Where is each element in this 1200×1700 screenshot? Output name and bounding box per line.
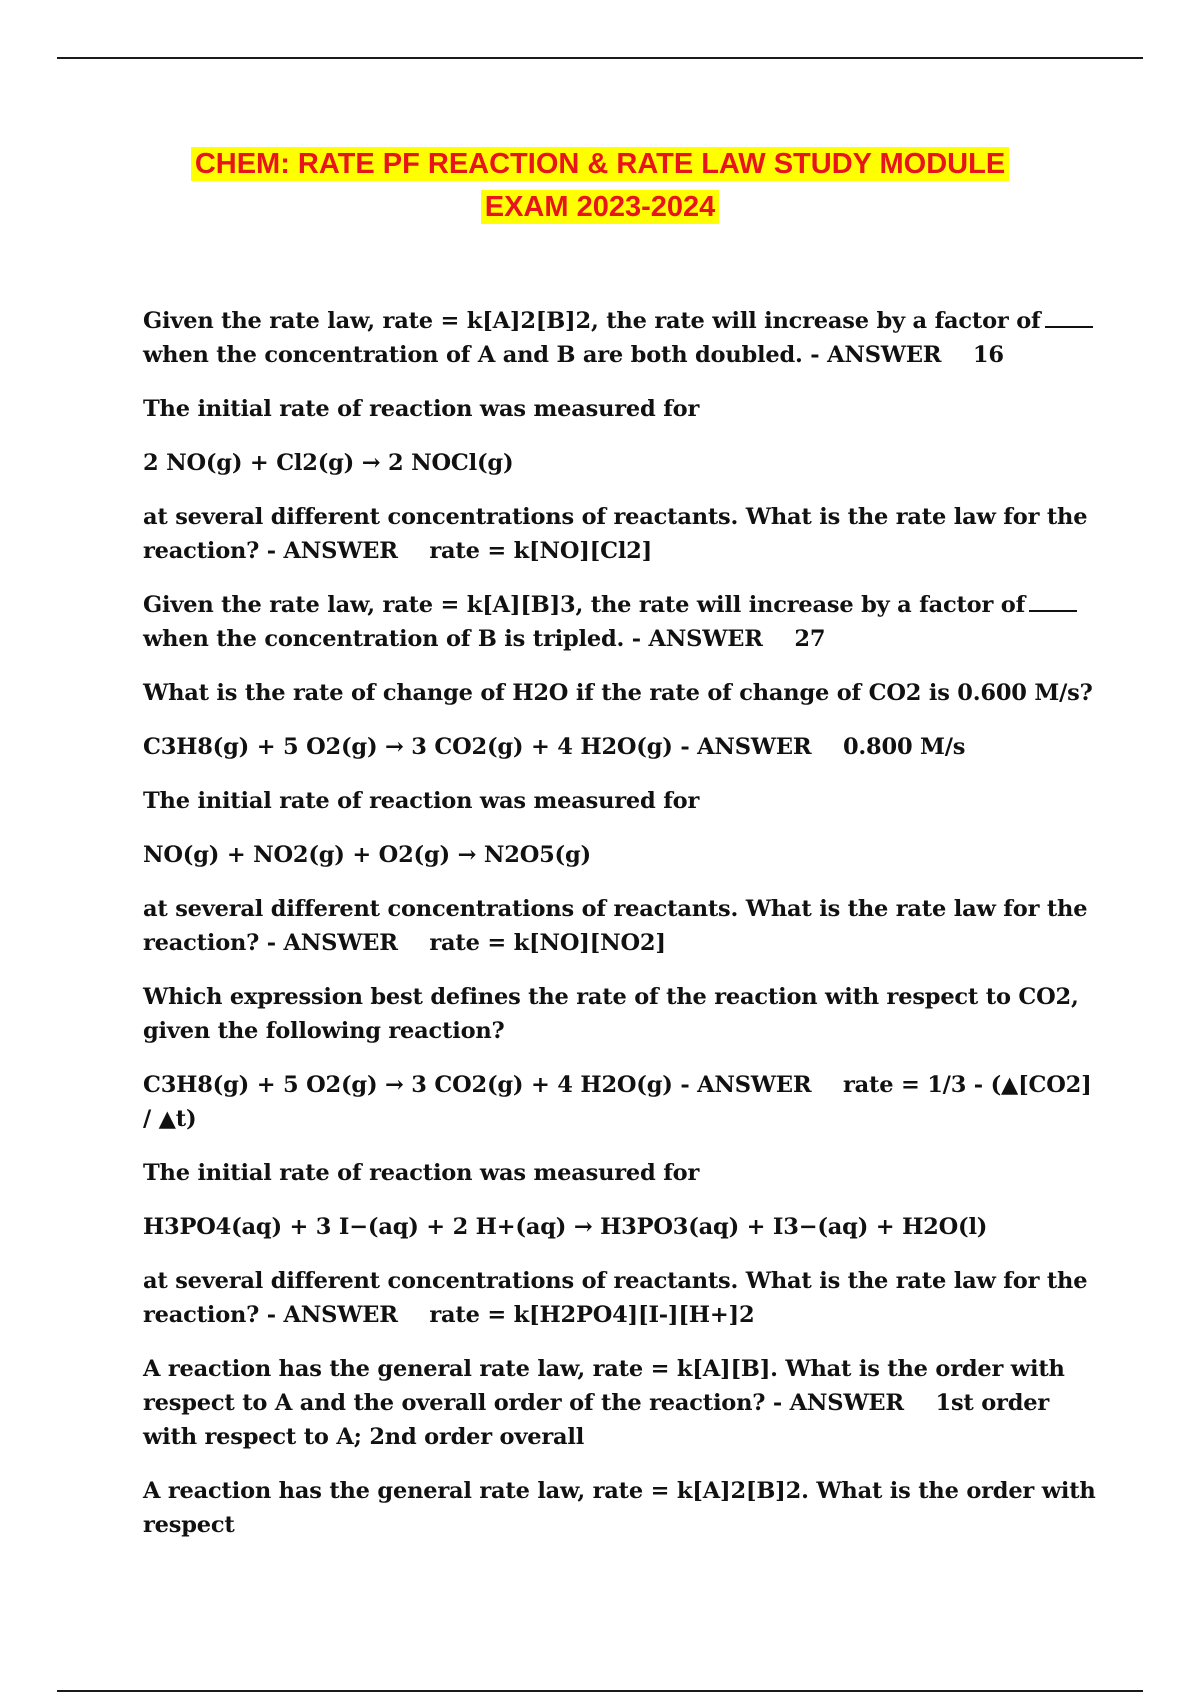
qa-item-5-intro: The initial rate of reaction was measured for	[143, 788, 700, 814]
equation-text: C3H8(g) + 5 O2(g) → 3 CO2(g) + 4 H2O(g) - ANSWER	[143, 734, 812, 760]
qa-item-5	[143, 892, 1103, 960]
qa-item-2-intro: The initial rate of reaction was measured for	[143, 396, 700, 422]
title-line-1: CHEM: RATE PF REACTION & RATE LAW STUDY MODULE	[191, 147, 1009, 181]
answer-text: 27	[794, 626, 826, 652]
qa-item-6-question: Which expression best defines the rate of the reaction with respect to CO2, given the following reaction?	[143, 984, 1079, 1044]
question-text: Given the rate law, rate = k[A][B]3, the rate will increase by a factor of	[143, 592, 1026, 618]
question-text: at several different concentrations of reactants. What is the rate law for the reaction? - ANSWER	[143, 896, 1088, 956]
answer-text: 16	[972, 342, 1004, 368]
qa-item-8	[143, 1352, 1103, 1454]
qa-item-9	[143, 1474, 1103, 1542]
question-text: A reaction has the general rate law, rate = k[A][B]. What is the order with respect to A and the overall order of the reaction? - ANSWER	[143, 1356, 1065, 1416]
qa-item-7-equation: H3PO4(aq) + 3 I−(aq) + 2 H+(aq) → H3PO3(aq) + I3−(aq) + H2O(l)	[143, 1214, 988, 1240]
qa-item-1	[143, 304, 1103, 372]
equation-text: C3H8(g) + 5 O2(g) → 3 CO2(g) + 4 H2O(g) - ANSWER	[143, 1072, 812, 1098]
qa-item-3	[143, 588, 1103, 656]
qa-item-6	[143, 1068, 1103, 1136]
answer-text: rate = k[NO][Cl2]	[429, 538, 653, 564]
question-text: at several different concentrations of reactants. What is the rate law for the reaction? - ANSWER	[143, 1268, 1088, 1328]
document-body	[143, 304, 1103, 1562]
qa-item-7	[143, 1264, 1103, 1332]
qa-item-2	[143, 500, 1103, 568]
qa-item-4	[143, 730, 1103, 764]
qa-item-4-question: What is the rate of change of H2O if the rate of change of CO2 is 0.600 M/s?	[143, 680, 1093, 706]
question-text: A reaction has the general rate law, rate = k[A]2[B]2. What is the order with respect	[143, 1478, 1096, 1538]
answer-blank	[1029, 588, 1077, 612]
bottom-rule	[57, 1690, 1143, 1692]
title-line-2: EXAM 2023-2024	[481, 190, 720, 224]
answer-text: rate = 1/3 - (▲[CO2] / ▲t)	[143, 1072, 1092, 1132]
answer-blank	[1045, 304, 1093, 328]
qa-item-2-equation: 2 NO(g) + Cl2(g) → 2 NOCl(g)	[143, 450, 514, 476]
question-text: at several different concentrations of reactants. What is the rate law for the reaction? - ANSWER	[143, 504, 1088, 564]
question-text: when the concentration of B is tripled. - ANSWER	[143, 626, 763, 652]
qa-item-5-equation: NO(g) + NO2(g) + O2(g) → N2O5(g)	[143, 842, 591, 868]
answer-text: rate = k[NO][NO2]	[429, 930, 666, 956]
question-text: Given the rate law, rate = k[A]2[B]2, the rate will increase by a factor of	[143, 308, 1041, 334]
top-rule	[57, 57, 1143, 59]
question-text: when the concentration of A and B are both doubled. - ANSWER	[143, 342, 942, 368]
document-title	[0, 143, 1200, 229]
answer-text: 0.800 M/s	[842, 734, 966, 760]
answer-text: 1st order with respect to A; 2nd order overall	[143, 1390, 1050, 1450]
answer-text: rate = k[H2PO4][I-][H+]2	[429, 1302, 755, 1328]
qa-item-7-intro: The initial rate of reaction was measured for	[143, 1160, 700, 1186]
